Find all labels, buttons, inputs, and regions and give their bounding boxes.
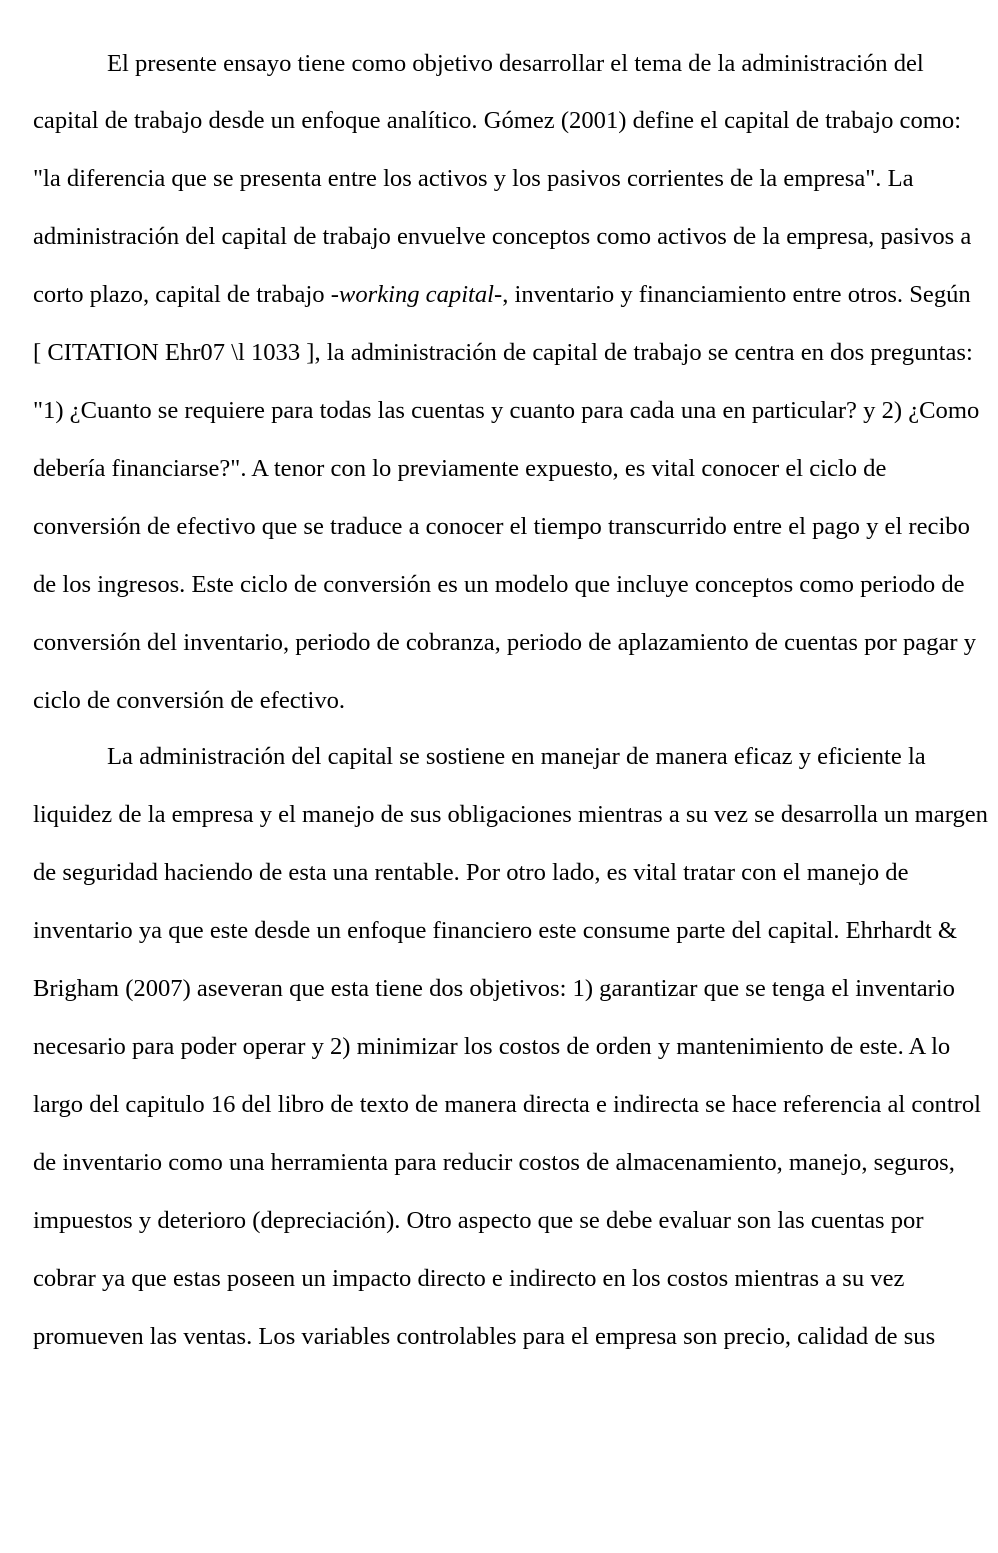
paragraph-2-line-10: cobrar ya que estas poseen un impacto directo e indirecto en los costos mientras a su vez — [33, 1265, 905, 1292]
paragraph-1-line-12: ciclo de conversión de efectivo. — [33, 687, 346, 714]
paragraph-2-line-3: de seguridad haciendo de esta una rentable. Por otro lado, es vital tratar con el manejo de — [33, 859, 909, 886]
line-text-after: -, inventario y financiamiento entre otros. Según — [494, 281, 971, 308]
paragraph-2-line-5: Brigham (2007) aseveran que esta tiene dos objetivos: 1) garantizar que se tenga el inventario — [33, 975, 955, 1002]
paragraph-2-line-9: impuestos y deterioro (depreciación). Otro aspecto que se debe evaluar son las cuentas por — [33, 1207, 924, 1234]
paragraph-2-line-7: largo del capitulo 16 del libro de texto de manera directa e indirecta se hace referencia al control — [33, 1091, 982, 1118]
paragraph-1-line-11: conversión del inventario, periodo de cobranza, periodo de aplazamiento de cuentas por pagar y — [33, 629, 977, 656]
paragraph-1-line-3: "la diferencia que se presenta entre los activos y los pasivos corrientes de la empresa". La — [33, 165, 914, 192]
paragraph-2-line-4: inventario ya que este desde un enfoque financiero este consume parte del capital. Ehrhardt & — [33, 917, 957, 944]
paragraph-1-line-1: El presente ensayo tiene como objetivo desarrollar el tema de la administración del — [107, 50, 924, 77]
paragraph-1-line-6: [ CITATION Ehr07 \l 1033 ], la administración de capital de trabajo se centra en dos preguntas: — [33, 339, 973, 366]
paragraph-1-line-7: "1) ¿Cuanto se requiere para todas las cuentas y cuanto para cada una en particular? y 2) ¿Como — [33, 397, 980, 424]
paragraph-2-line-11: promueven las ventas. Los variables controlables para el empresa son precio, calidad de sus — [33, 1323, 936, 1350]
paragraph-1-line-4: administración del capital de trabajo envuelve conceptos como activos de la empresa, pasivos a — [33, 223, 972, 250]
paragraph-1-line-5 — [33, 280, 971, 310]
italic-term: working capital — [338, 281, 494, 308]
line-text-before: corto plazo, capital de trabajo - — [33, 281, 339, 308]
paragraph-2-line-8: de inventario como una herramienta para reducir costos de almacenamiento, manejo, seguros, — [33, 1149, 955, 1176]
paragraph-1-line-9: conversión de efectivo que se traduce a conocer el tiempo transcurrido entre el pago y el recibo — [33, 513, 970, 540]
paragraph-1-line-8: debería financiarse?". A tenor con lo previamente expuesto, es vital conocer el ciclo de — [33, 455, 887, 482]
paragraph-2-line-1: La administración del capital se sostiene en manejar de manera eficaz y eficiente la — [107, 743, 926, 770]
paragraph-1-line-10: de los ingresos. Este ciclo de conversión es un modelo que incluye conceptos como periodo de — [33, 571, 965, 598]
paragraph-2-line-6: necesario para poder operar y 2) minimizar los costos de orden y mantenimiento de este. A lo — [33, 1033, 951, 1060]
paragraph-1-line-2: capital de trabajo desde un enfoque analítico. Gómez (2001) define el capital de trabajo como: — [33, 107, 962, 134]
paragraph-2-line-2: liquidez de la empresa y el manejo de sus obligaciones mientras a su vez se desarrolla un margen — [33, 801, 988, 828]
